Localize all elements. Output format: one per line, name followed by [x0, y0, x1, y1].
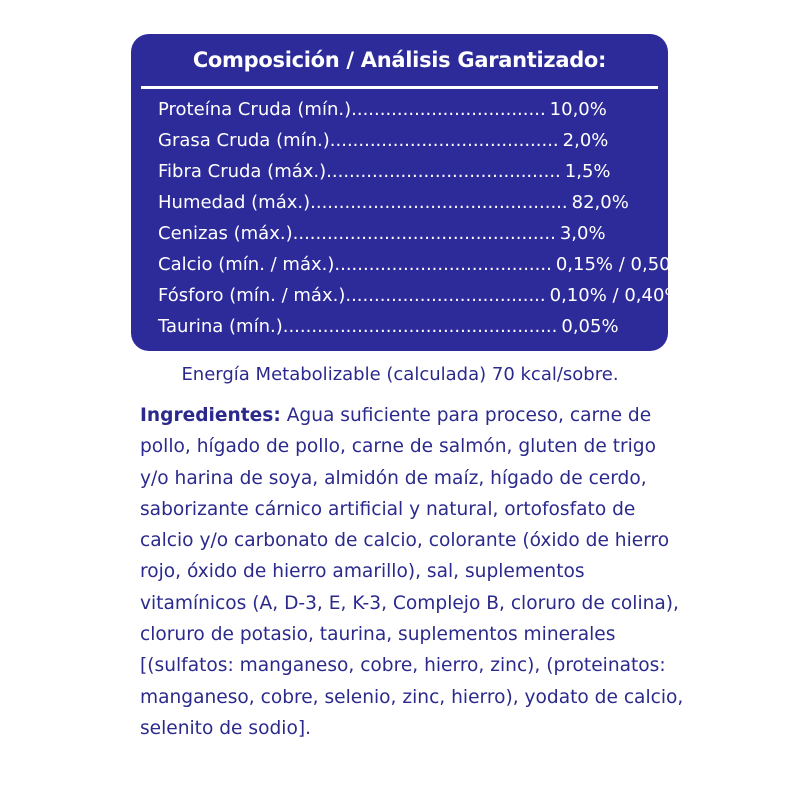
- row-leader-dots: ..................................: [351, 99, 546, 120]
- row-label: Cenizas (máx.): [158, 223, 293, 244]
- row-leader-dots: .............................................: [310, 192, 568, 213]
- analysis-table: [131, 89, 688, 347]
- row-leader-dots: ................................................: [282, 316, 558, 337]
- analysis-row: [158, 223, 668, 254]
- row-label: Fibra Cruda (máx.): [158, 161, 327, 182]
- row-label: Calcio (mín. / máx.): [158, 254, 335, 275]
- row-value: 10,0%: [549, 99, 607, 120]
- analysis-row: [158, 254, 688, 285]
- row-label: Grasa Cruda (mín.): [158, 130, 330, 151]
- row-value: 0,05%: [561, 316, 619, 337]
- row-label: Fósforo (mín. / máx.): [158, 285, 346, 306]
- row-value: 82,0%: [571, 192, 629, 213]
- composition-panel: [131, 34, 688, 351]
- row-leader-dots: ......................................: [334, 254, 552, 275]
- ingredients-paragraph: [140, 400, 685, 744]
- analysis-row: [158, 130, 668, 161]
- energy-statement: Energía Metabolizable (calculada) 70 kcal/sobre.: [181, 364, 619, 385]
- row-value: 0,15% / 0,50%: [555, 254, 688, 275]
- panel-title: Composición / Análisis Garantizado:: [192, 48, 607, 72]
- row-value: 1,5%: [564, 161, 611, 182]
- row-value: 2,0%: [562, 130, 609, 151]
- row-label: Proteína Cruda (mín.): [158, 99, 352, 120]
- row-label: Humedad (máx.): [158, 192, 311, 213]
- analysis-row: [158, 316, 668, 347]
- row-leader-dots: .........................................: [326, 161, 561, 182]
- row-value: 3,0%: [559, 223, 606, 244]
- analysis-row: [158, 99, 668, 130]
- row-value: 0,10% / 0,40%: [549, 285, 682, 306]
- row-label: Taurina (mín.): [158, 316, 283, 337]
- analysis-row: [158, 285, 682, 316]
- row-leader-dots: ...................................: [345, 285, 546, 306]
- analysis-row: [158, 192, 668, 223]
- analysis-row: [158, 161, 668, 192]
- ingredients-text: Agua suficiente para proceso, carne de pollo, hígado de pollo, carne de salmón, gluten de trigo y/o harina de soya, almidón de maíz, hígado de cerdo, saborizante cárnico artificial y natural, ortofosfato de calcio y/o carbonato de calcio, colorante (óxido de hierro rojo, óxido de hierro amarillo), sal, suplementos vitamínicos (A, D-3, E, K-3, Complejo B, cloruro de colina), cloruro de potasio, taurina, suplementos minerales [(sulfatos: manganeso, cobre, hierro, zinc), (proteinatos: manganeso, cobre, selenio, zinc, hierro), yodato de calcio, selenito de sodio].: [140, 405, 684, 739]
- row-leader-dots: ..............................................: [292, 223, 556, 244]
- row-leader-dots: ........................................: [329, 130, 559, 151]
- ingredients-title: Ingredientes:: [140, 405, 281, 426]
